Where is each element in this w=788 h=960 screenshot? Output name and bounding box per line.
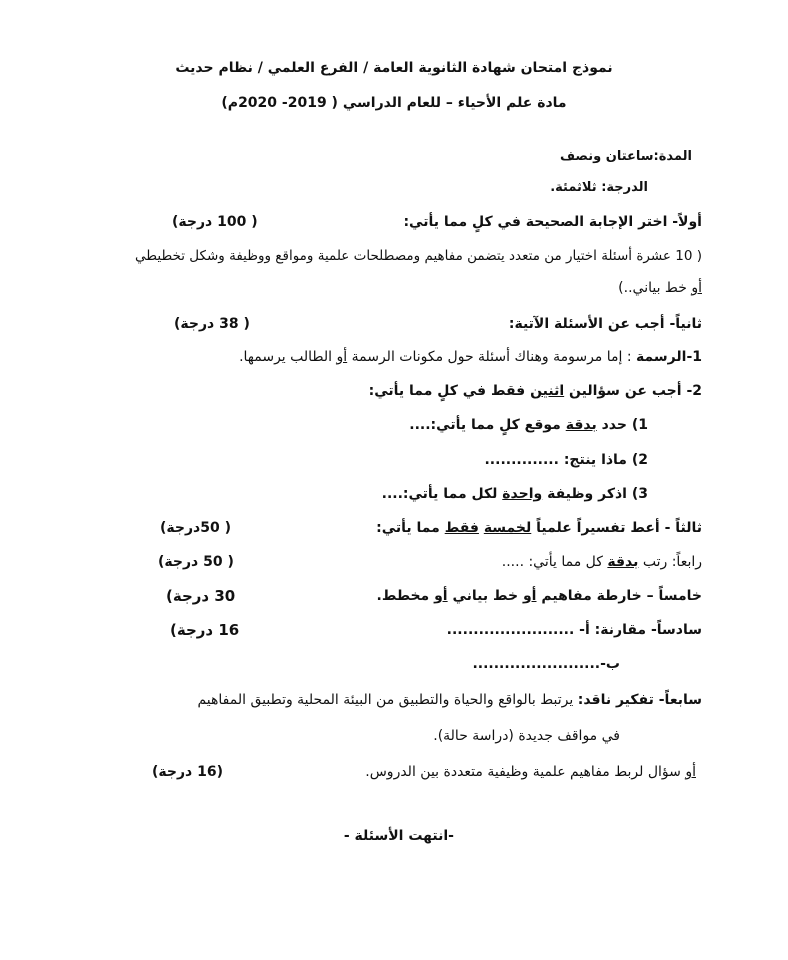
q5-mark: 30 درجة) bbox=[166, 587, 236, 605]
q5-or2: أو bbox=[434, 588, 448, 604]
exam-subtitle: مادة علم الأحياء – للعام الدراسي ( 2019- 2020م) bbox=[221, 95, 567, 111]
q2-part2 bbox=[369, 381, 702, 401]
q2-sub1-a: 1) حدد bbox=[596, 417, 648, 433]
q5-or1: أو bbox=[522, 588, 537, 604]
q2-sub1 bbox=[409, 415, 648, 435]
q4-b: كل مما يأتي: ..... bbox=[501, 554, 608, 570]
q2-part1-text: : إما مرسومة وهناك أسئلة حول مكونات الرسمة bbox=[347, 349, 637, 365]
q2-part2-two: اثنين bbox=[530, 383, 565, 399]
q3-b: مما يأتي: bbox=[376, 520, 445, 536]
q7-mark: (16 درجة) bbox=[152, 764, 223, 780]
q2-part2-a: 2- أجب عن سؤالين bbox=[564, 383, 702, 399]
q3-heading bbox=[376, 518, 702, 538]
end-of-questions: -انتهت الأسئلة - bbox=[343, 828, 454, 844]
q4-heading bbox=[502, 552, 702, 572]
q2-sub3-a: 3) اذكر وظيفة bbox=[542, 486, 648, 502]
q7-line1 bbox=[197, 690, 702, 710]
q5-heading bbox=[377, 586, 702, 606]
q3-a: ثالثاً - أعط تفسيراً علمياً bbox=[531, 520, 702, 536]
q4-u: بدقة bbox=[607, 554, 639, 570]
q7-line3-text: سؤال لربط مفاهيم علمية وظيفية متعددة بين الدروس. bbox=[365, 764, 686, 780]
q5-b: مخطط. bbox=[376, 588, 435, 604]
q2-heading: ثانياً- أجب عن الأسئلة الآتية: bbox=[508, 316, 702, 332]
q2-sub1-u: بدقة bbox=[565, 417, 597, 433]
q1-heading: أولاً- اختر الإجابة الصحيحة في كلٍ مما يأتي: bbox=[403, 214, 702, 230]
q2-part2-only: فقط bbox=[490, 383, 531, 399]
q3-mark: ( 50درجة) bbox=[160, 520, 231, 536]
q2-part1 bbox=[239, 347, 702, 367]
q6-mark: 16 درجة) bbox=[170, 621, 240, 639]
q7-line3 bbox=[365, 762, 696, 782]
q4-a: رابعاً: رتب bbox=[638, 554, 702, 570]
total-grade: الدرجة: ثلاثمئة. bbox=[550, 180, 648, 195]
q1-description: ( 10 عشرة أسئلة اختيار من متعدد يتضمن مفاهيم ومصطلحات علمية ومواقع ووظيفة وشكل تخطيطي bbox=[135, 248, 702, 264]
q1-mark: ( 100 درجة) bbox=[172, 214, 258, 230]
q2-part1-end: الطالب يرسمها. bbox=[239, 349, 337, 365]
q2-part1-or: أو bbox=[336, 349, 348, 365]
q2-sub3-b: لكل مما يأتي:.... bbox=[381, 486, 503, 502]
q2-part2-b: في كلٍ مما يأتي: bbox=[368, 383, 491, 399]
q6-part-b: ب-........................ bbox=[472, 656, 620, 672]
q5-mid: خط بياني bbox=[447, 588, 523, 604]
q4-mark: ( 50 درجة) bbox=[158, 554, 234, 570]
q2-sub2: 2) ماذا ينتج: .............. bbox=[484, 452, 648, 468]
q2-mark: ( 38 درجة) bbox=[174, 316, 250, 332]
duration: المدة:ساعتان ونصف bbox=[559, 149, 692, 164]
q7-line2: في مواقف جديدة (دراسة حالة). bbox=[433, 728, 620, 744]
q2-sub3-u: واحدة bbox=[502, 486, 543, 502]
q3-only: فقط bbox=[444, 520, 479, 536]
q7-or: أو bbox=[685, 764, 696, 780]
q6-heading: سادساً- مقارنة: أ- ........................ bbox=[446, 622, 702, 638]
exam-title: نموذج امتحان شهادة الثانوية العامة / الفرع العلمي / نظام حديث bbox=[175, 60, 613, 76]
q1-description-2 bbox=[618, 278, 702, 298]
q5-a: خامساً – خارطة مفاهيم bbox=[536, 588, 702, 604]
q1-desc2-rest: خط بياني..) bbox=[618, 280, 692, 296]
q7-text: يرتبط بالواقع والحياة والتطبيق من البيئة المحلية وتطبيق المفاهيم bbox=[197, 692, 578, 708]
q7-label: سابعاً- تفكير ناقد: bbox=[577, 692, 702, 708]
q3-five: لخمسة bbox=[483, 520, 532, 536]
q2-sub1-b: موقع كلٍ مما يأتي:.... bbox=[409, 417, 566, 433]
q2-part1-label: 1-الرسمة bbox=[636, 349, 702, 365]
q1-or: أو bbox=[691, 280, 702, 296]
q2-sub3 bbox=[382, 484, 648, 504]
